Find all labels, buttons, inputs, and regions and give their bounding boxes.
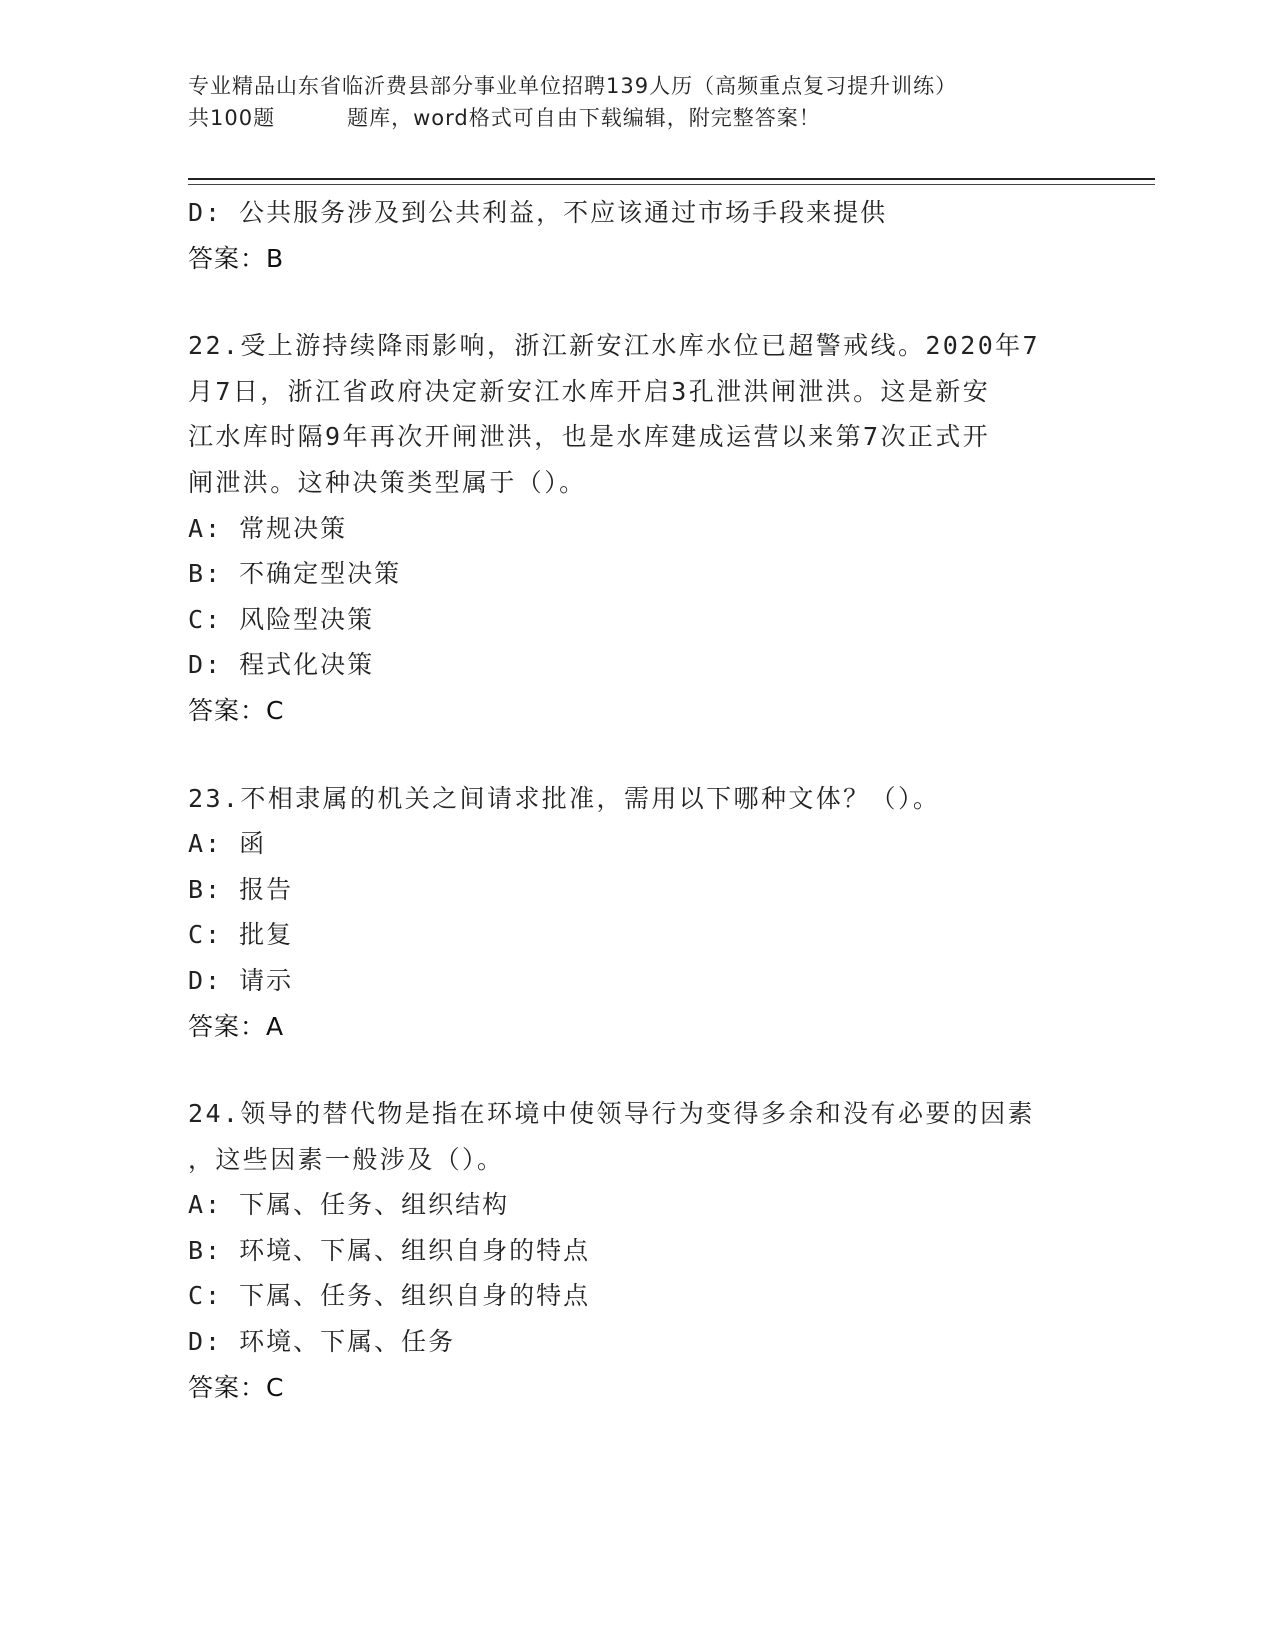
option-a: A: 函	[188, 829, 267, 859]
option-b: B: 不确定型决策	[188, 559, 402, 589]
header-title-line: 专业精品山东省临沂费县部分事业单位招聘139人历（高频重点复习提升训练）	[188, 74, 958, 98]
stem-line: 24.领导的替代物是指在环境中使领导行为变得多余和没有必要的因素	[188, 1099, 1035, 1129]
question-22	[188, 323, 1088, 733]
question-24	[188, 1091, 1088, 1410]
option-c: C: 风险型决策	[188, 604, 375, 634]
stem-line: 22.受上游持续降雨影响，浙江新安江水库水位已超警戒线。2020年7	[188, 331, 1041, 361]
question-23	[188, 776, 1088, 1050]
header-download-note: 题库，word格式可自由下载编辑，附完整答案！	[347, 106, 821, 130]
header-divider-thick	[188, 178, 1155, 180]
answer: 答案：A	[188, 1011, 285, 1041]
option-b: B: 报告	[188, 874, 294, 904]
stem-line: 闸泄洪。这种决策类型属于（）。	[188, 467, 587, 497]
option-c: C: 批复	[188, 920, 294, 950]
question-stem	[188, 323, 1088, 505]
option-d: D: 请示	[188, 965, 294, 995]
option-a: A: 常规决策	[188, 513, 348, 543]
document-header	[188, 70, 1088, 134]
header-question-count: 共100题	[188, 106, 276, 130]
question-stem	[188, 1091, 1088, 1182]
answer-prev-question: 答案：B	[188, 243, 285, 273]
option-a: A: 下属、任务、组织结构	[188, 1190, 510, 1220]
option-d-prev-question: D: 公共服务涉及到公共利益，不应该通过市场手段来提供	[188, 198, 888, 227]
option-d: D: 程式化决策	[188, 650, 375, 680]
answer: 答案：C	[188, 695, 285, 725]
option-c: C: 下属、任务、组织自身的特点	[188, 1281, 591, 1311]
stem-line: ，这些因素一般涉及（）。	[188, 1144, 505, 1174]
option-d: D: 环境、下属、任务	[188, 1327, 456, 1357]
question-stem	[188, 776, 1088, 822]
stem-line: 江水库时隔9年再次开闸泄洪，也是水库建成运营以来第7次正式开	[188, 422, 991, 452]
stem-line: 月7日，浙江省政府决定新安江水库开启3孔泄洪闸泄洪。这是新安	[188, 376, 991, 406]
header-divider-thin	[188, 184, 1155, 185]
question-content	[188, 190, 1088, 1410]
stem-line: 23.不相隶属的机关之间请求批准，需用以下哪种文体？（）。	[188, 783, 941, 813]
option-b: B: 环境、下属、组织自身的特点	[188, 1235, 591, 1265]
answer: 答案：C	[188, 1372, 285, 1402]
header-subtitle-line	[188, 102, 1088, 134]
